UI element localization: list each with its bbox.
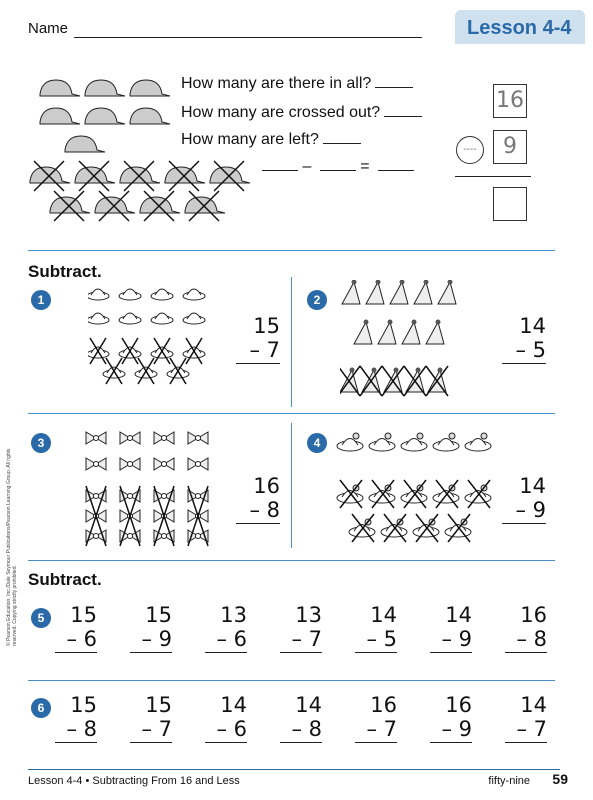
vertical-divider bbox=[291, 277, 292, 407]
minuend: 16 bbox=[370, 693, 397, 717]
lesson-title: Lesson 4-4 bbox=[467, 17, 572, 39]
problem-badge-4: 4 bbox=[307, 433, 327, 453]
subtrahend: – 9 bbox=[502, 498, 546, 524]
subtrahend: – 7 bbox=[355, 717, 397, 743]
minuend: 15 bbox=[70, 603, 97, 627]
answer-space[interactable] bbox=[502, 524, 546, 540]
question-crossed: How many are crossed out? bbox=[181, 104, 422, 122]
minuend: 14 bbox=[520, 693, 547, 717]
subtraction-problem bbox=[130, 603, 172, 669]
picture-problem-3 bbox=[236, 474, 280, 540]
answer-space[interactable] bbox=[280, 743, 322, 759]
answer-space[interactable] bbox=[355, 743, 397, 759]
answer-blank[interactable] bbox=[320, 170, 356, 171]
subtraction-problem bbox=[205, 603, 247, 669]
subtraction-problem bbox=[355, 603, 397, 669]
equals-sign: = bbox=[360, 158, 370, 175]
minuend: 14 bbox=[220, 693, 247, 717]
answer-space[interactable] bbox=[430, 653, 472, 669]
answer-space[interactable] bbox=[205, 653, 247, 669]
divider bbox=[28, 250, 555, 251]
flower-hat-icon bbox=[336, 428, 496, 553]
subtrahend: – 7 bbox=[505, 717, 547, 743]
problem-badge-3: 3 bbox=[31, 433, 51, 453]
answer-space[interactable] bbox=[355, 653, 397, 669]
minuend: 16 bbox=[445, 693, 472, 717]
vertical-divider bbox=[291, 423, 292, 548]
minuend: 15 bbox=[70, 693, 97, 717]
minuend: 16 bbox=[520, 603, 547, 627]
minuend: 13 bbox=[295, 603, 322, 627]
question-left: How many are left? bbox=[181, 131, 361, 149]
answer-space[interactable] bbox=[505, 653, 547, 669]
minuend: 14 bbox=[519, 474, 546, 498]
answer-blank[interactable] bbox=[384, 116, 422, 117]
subtrahend: – 7 bbox=[236, 338, 280, 364]
picture-problem-4 bbox=[502, 474, 546, 540]
subtraction-problem bbox=[430, 693, 472, 759]
traced-box-9: 9 bbox=[493, 130, 527, 164]
subtraction-problem bbox=[505, 603, 547, 669]
problem-badge-6: 6 bbox=[31, 698, 51, 718]
answer-space[interactable] bbox=[55, 653, 97, 669]
answer-blank[interactable] bbox=[262, 170, 298, 171]
problem-badge-1: 1 bbox=[31, 290, 51, 310]
answer-space[interactable] bbox=[505, 743, 547, 759]
subtrahend: – 8 bbox=[280, 717, 322, 743]
subtrahend: – 5 bbox=[355, 627, 397, 653]
divider bbox=[28, 560, 555, 561]
answer-space[interactable] bbox=[280, 653, 322, 669]
subtraction-problem bbox=[355, 693, 397, 759]
cowboy-hat-icon bbox=[88, 286, 218, 386]
subtrahend: – 6 bbox=[55, 627, 97, 653]
answer-space[interactable] bbox=[236, 364, 280, 380]
bow-icon bbox=[84, 428, 224, 553]
subtrahend: – 8 bbox=[55, 717, 97, 743]
subtraction-problem bbox=[280, 603, 322, 669]
question-all: How many are there in all? bbox=[181, 75, 413, 93]
minuend: 15 bbox=[145, 693, 172, 717]
answer-blank[interactable] bbox=[323, 143, 361, 144]
subtrahend: – 9 bbox=[130, 627, 172, 653]
divider bbox=[28, 680, 555, 681]
party-hat-icon bbox=[340, 280, 470, 410]
answer-box[interactable] bbox=[493, 187, 527, 221]
minuend: 14 bbox=[370, 603, 397, 627]
minuend: 14 bbox=[519, 314, 546, 338]
subtrahend: – 9 bbox=[430, 627, 472, 653]
name-label: Name bbox=[28, 20, 69, 37]
subtraction-problem bbox=[55, 603, 97, 669]
subtrahend: – 5 bbox=[502, 338, 546, 364]
section-title: Subtract. bbox=[28, 262, 102, 281]
minuend: 14 bbox=[295, 693, 322, 717]
answer-space[interactable] bbox=[55, 743, 97, 759]
subtrahend: – 8 bbox=[505, 627, 547, 653]
footer-rule bbox=[28, 769, 560, 770]
subtrahend: – 8 bbox=[236, 498, 280, 524]
subtrahend: – 6 bbox=[205, 627, 247, 653]
answer-blank[interactable] bbox=[378, 170, 414, 171]
answer-space[interactable] bbox=[130, 653, 172, 669]
page-number-word: fifty-nine bbox=[488, 775, 530, 787]
copyright-note: © Pearson Education, Inc./Dale Seymour Publications/Pearson Learning Group. All rights reserved. Copying strictly prohibited. bbox=[6, 448, 18, 646]
subtraction-problem bbox=[55, 693, 97, 759]
minus-circle: ---- bbox=[456, 136, 484, 164]
answer-space[interactable] bbox=[205, 743, 247, 759]
subtraction-problem bbox=[130, 693, 172, 759]
page-number: 59 bbox=[552, 771, 568, 787]
minuend: 14 bbox=[445, 603, 472, 627]
divider bbox=[28, 413, 555, 414]
minuend: 15 bbox=[253, 314, 280, 338]
minuend: 15 bbox=[145, 603, 172, 627]
caps-picture bbox=[25, 72, 255, 232]
picture-problem-1 bbox=[236, 314, 280, 380]
answer-space[interactable] bbox=[502, 364, 546, 380]
traced-box-16: 16 bbox=[493, 84, 527, 118]
subtrahend: – 7 bbox=[130, 717, 172, 743]
subtraction-problem bbox=[280, 693, 322, 759]
subtraction-problem bbox=[430, 603, 472, 669]
section-title: Subtract. bbox=[28, 570, 102, 589]
answer-blank[interactable] bbox=[375, 87, 413, 88]
footer-caption: Lesson 4-4 • Subtracting From 16 and Less bbox=[28, 775, 240, 787]
sum-line bbox=[455, 176, 531, 177]
subtrahend: – 9 bbox=[430, 717, 472, 743]
picture-problem-2 bbox=[502, 314, 546, 380]
minuend: 16 bbox=[253, 474, 280, 498]
answer-space[interactable] bbox=[430, 743, 472, 759]
subtrahend: – 7 bbox=[280, 627, 322, 653]
problem-badge-2: 2 bbox=[307, 290, 327, 310]
problem-badge-5: 5 bbox=[31, 608, 51, 628]
equation-line bbox=[258, 158, 414, 176]
subtraction-problem bbox=[505, 693, 547, 759]
subtrahend: – 6 bbox=[205, 717, 247, 743]
name-field[interactable] bbox=[74, 37, 422, 38]
answer-space[interactable] bbox=[236, 524, 280, 540]
minus-sign: – bbox=[302, 158, 312, 175]
answer-space[interactable] bbox=[130, 743, 172, 759]
subtraction-problem bbox=[205, 693, 247, 759]
minuend: 13 bbox=[220, 603, 247, 627]
